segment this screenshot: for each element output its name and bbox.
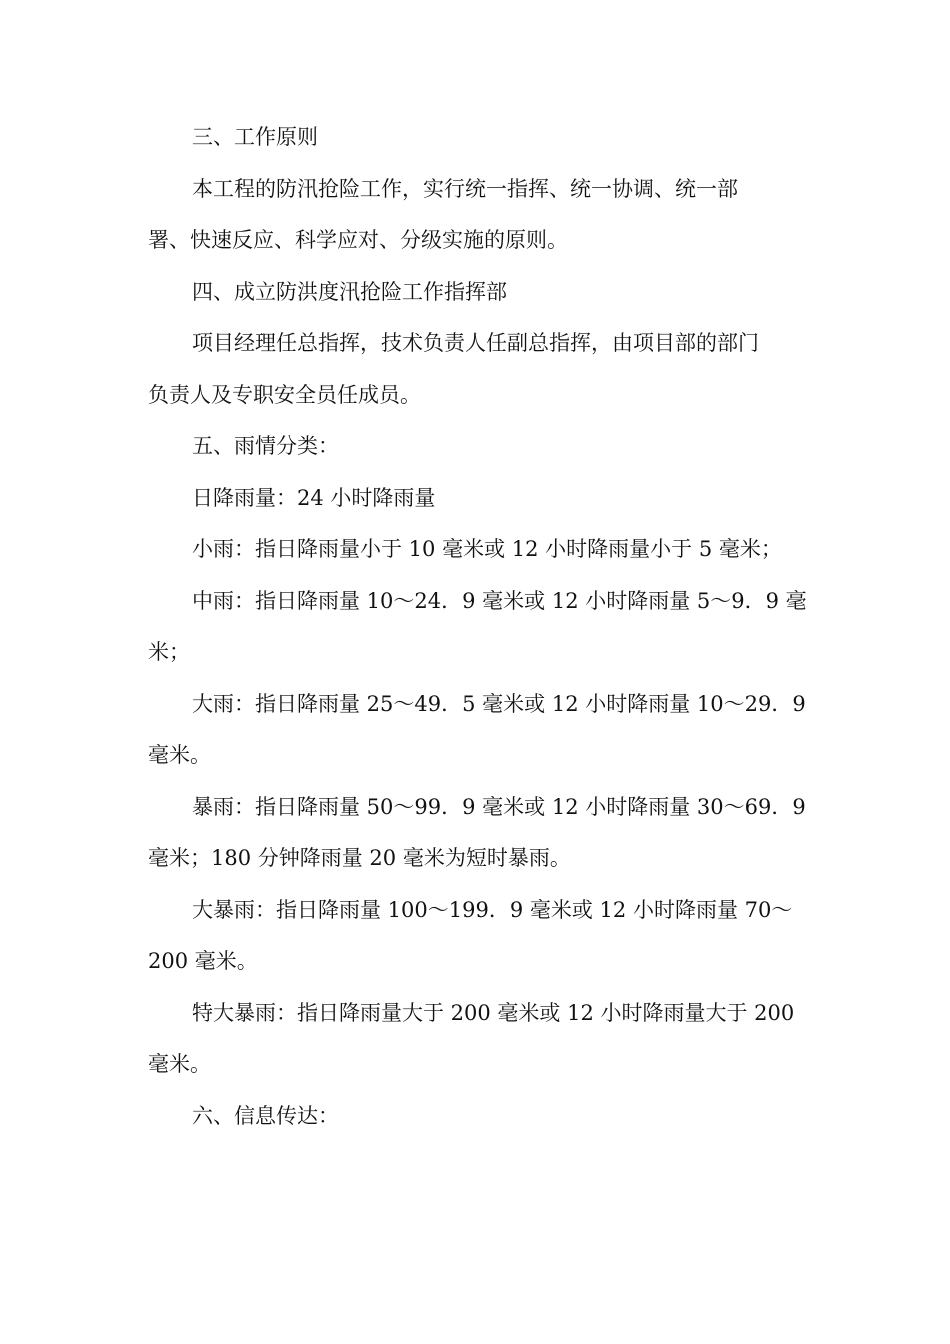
paragraph-line: 毫米。 bbox=[148, 743, 211, 767]
paragraph-line: 负责人及专职安全员任成员。 bbox=[148, 382, 421, 407]
paragraph-line: 署、快速反应、科学应对、分级实施的原则。 bbox=[148, 228, 568, 252]
paragraph-line: 米； bbox=[148, 640, 190, 664]
section-heading-information-transmission: 六、信息传达： bbox=[192, 1103, 339, 1128]
paragraph-line: 暴雨：指日降雨量 50～99．9 毫米或 12 小时降雨量 30～69．9 bbox=[192, 794, 806, 819]
paragraph-line: 毫米。 bbox=[148, 1052, 211, 1076]
paragraph-line: 大雨：指日降雨量 25～49．5 毫米或 12 小时降雨量 10～29．9 bbox=[192, 691, 806, 716]
paragraph-line: 日降雨量：24 小时降雨量 bbox=[192, 485, 436, 510]
section-heading-command-center: 四、成立防洪度汛抢险工作指挥部 bbox=[192, 279, 507, 304]
document-body bbox=[148, 112, 808, 1142]
paragraph-line: 中雨：指日降雨量 10～24．9 毫米或 12 小时降雨量 5～9．9 毫 bbox=[192, 588, 807, 613]
section-heading-rain-classification: 五、雨情分类： bbox=[192, 434, 339, 458]
paragraph-line: 毫米；180 分钟降雨量 20 毫米为短时暴雨。 bbox=[148, 846, 571, 870]
paragraph-line: 大暴雨：指日降雨量 100～199．9 毫米或 12 小时降雨量 70～ bbox=[192, 897, 793, 922]
paragraph-line: 本工程的防汛抢险工作，实行统一指挥、统一协调、统一部 bbox=[192, 176, 738, 201]
paragraph-line: 小雨：指日降雨量小于 10 毫米或 12 小时降雨量小于 5 毫米； bbox=[192, 537, 782, 561]
paragraph-line: 项目经理任总指挥，技术负责人任副总指挥，由项目部的部门 bbox=[192, 331, 759, 355]
section-heading-work-principles: 三、工作原则 bbox=[192, 125, 318, 149]
paragraph-line: 特大暴雨：指日降雨量大于 200 毫米或 12 小时降雨量大于 200 bbox=[192, 1000, 795, 1025]
paragraph-line: 200 毫米。 bbox=[148, 949, 258, 973]
